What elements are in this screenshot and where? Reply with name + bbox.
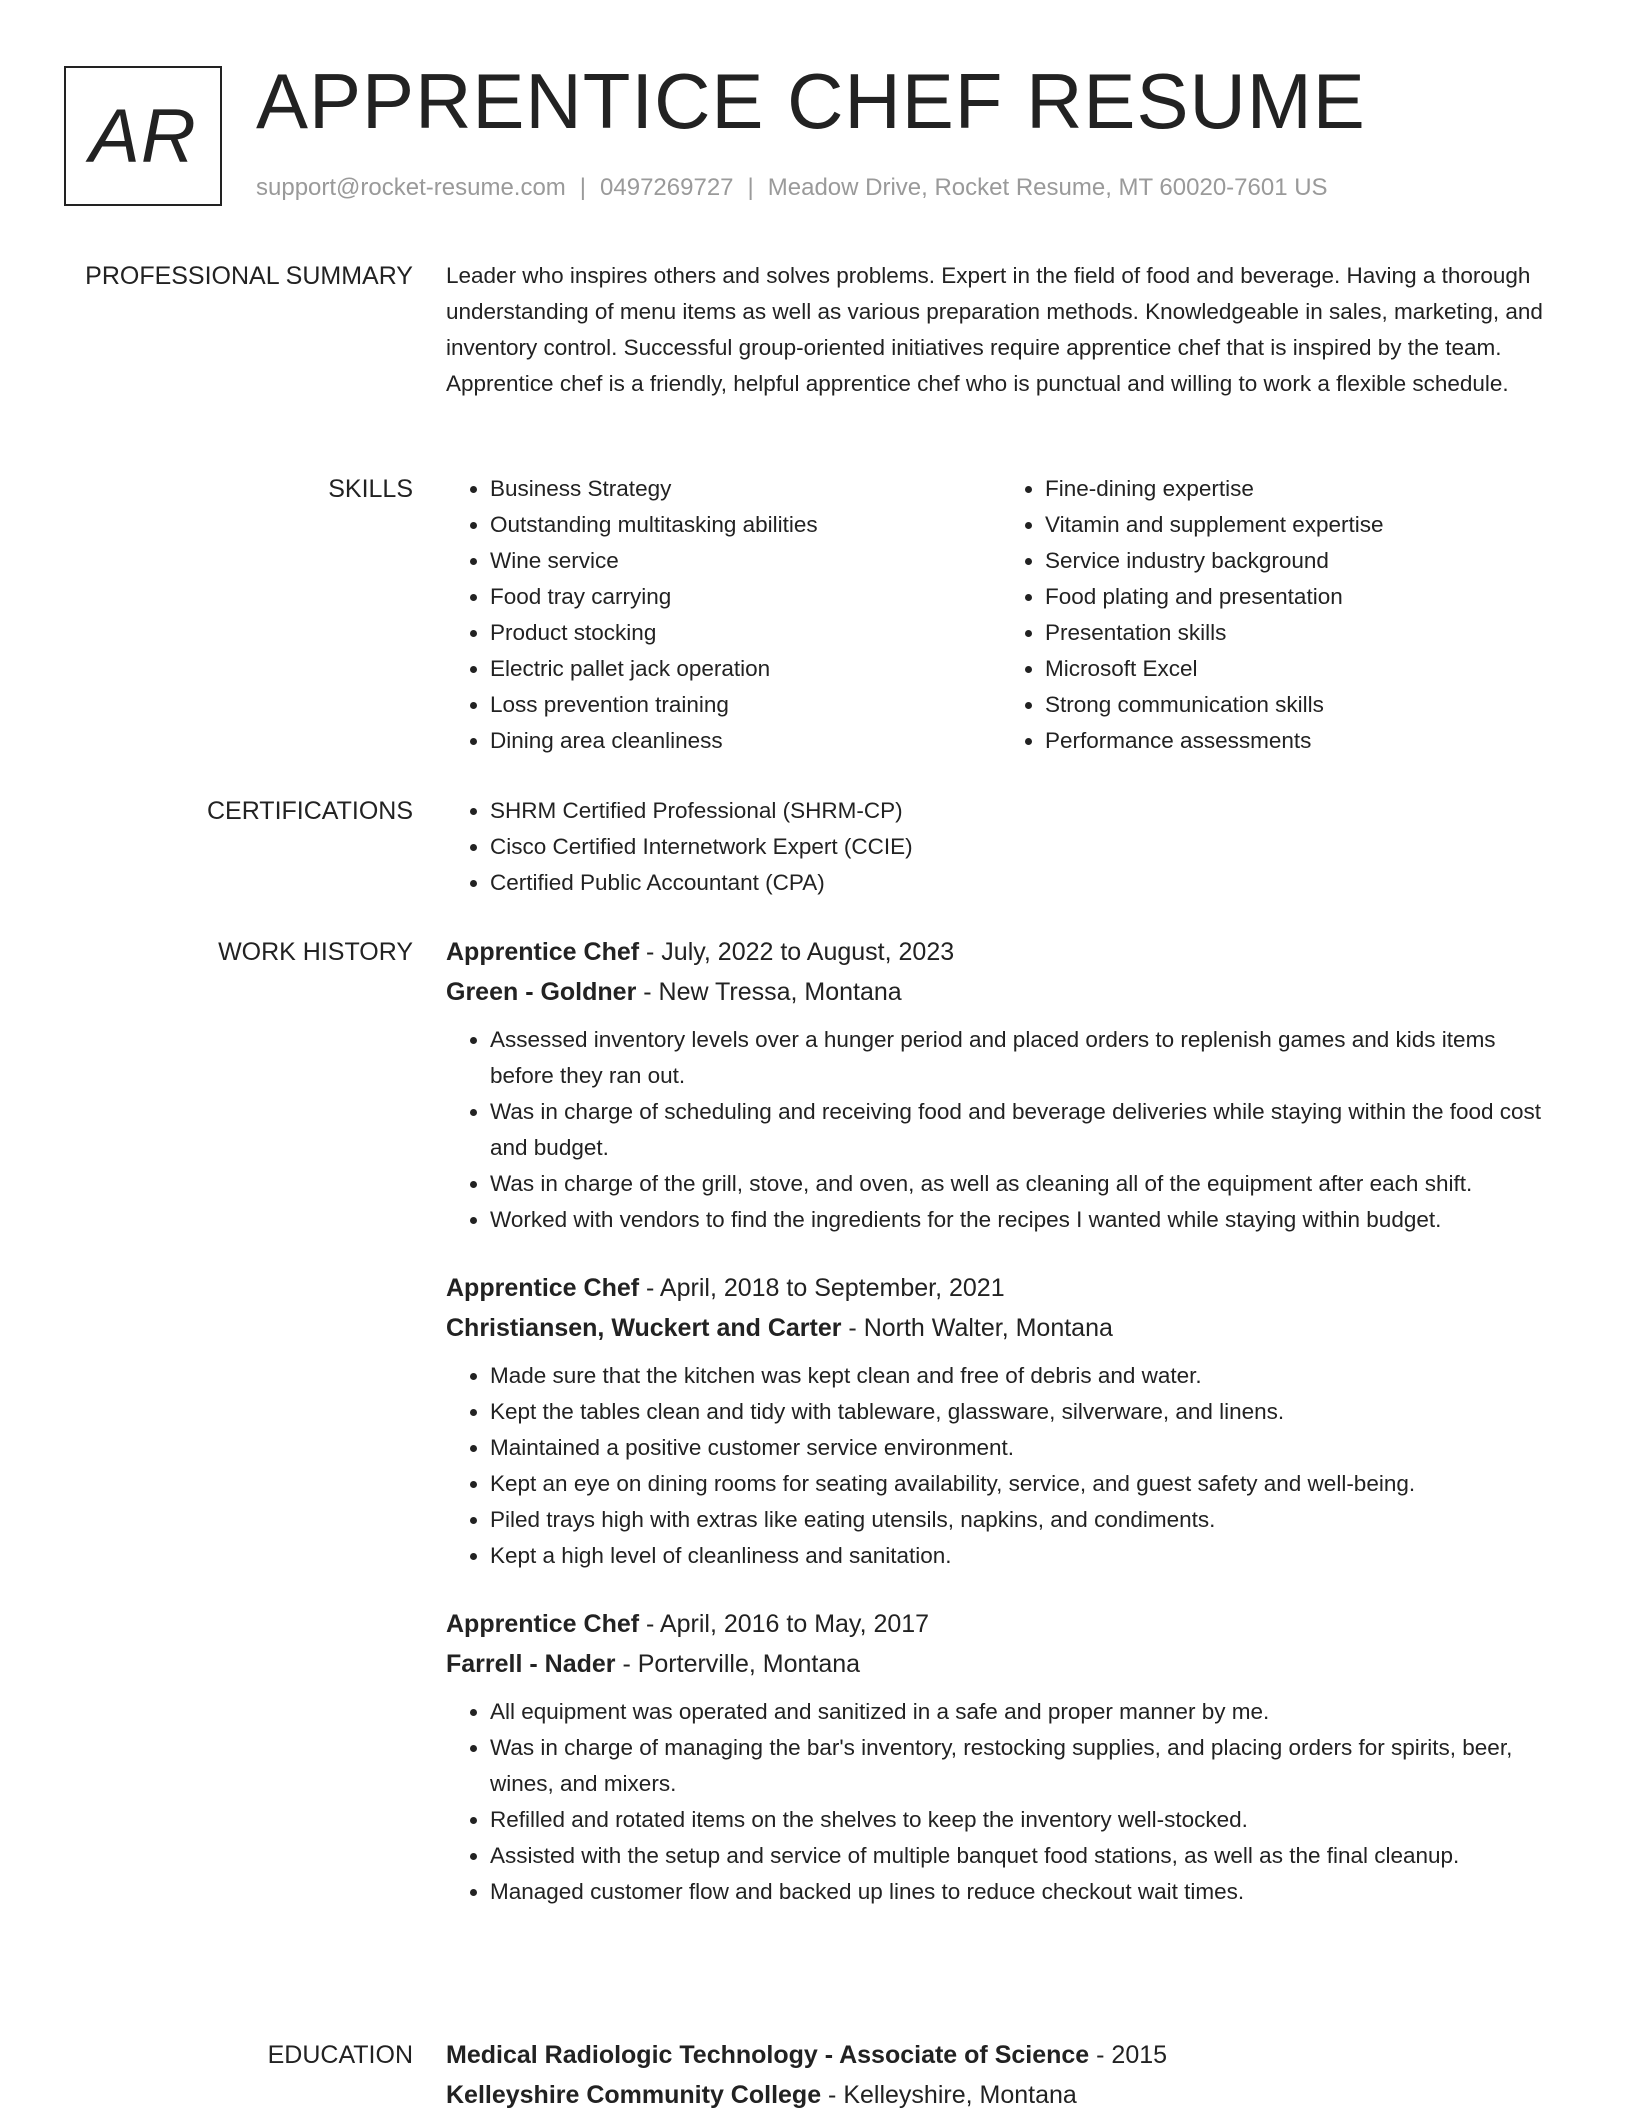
job-title-line bbox=[446, 932, 1556, 972]
job-dates: - July, 2022 to August, 2023 bbox=[639, 938, 955, 966]
job-entry bbox=[446, 1268, 1556, 1574]
skill-item: • Presentation skills bbox=[1045, 615, 1556, 651]
education-heading: EDUCATION bbox=[267, 2041, 413, 2069]
skill-item: • Strong communication skills bbox=[1045, 687, 1556, 723]
skill-item: • Performance assessments bbox=[1045, 723, 1556, 759]
job-entry bbox=[446, 1604, 1556, 1910]
job-company: Green - Goldner bbox=[446, 978, 637, 1006]
job-location: - North Walter, Montana bbox=[841, 1314, 1113, 1342]
certification-item: • Cisco Certified Internetwork Expert (CCIE) bbox=[490, 829, 1556, 865]
job-bullet: • Managed customer flow and backed up lines to reduce checkout wait times. bbox=[490, 1874, 1556, 1910]
job-bullet: • Kept an eye on dining rooms for seating availability, service, and guest safety and well-being. bbox=[490, 1466, 1556, 1502]
job-bullet: • Kept the tables clean and tidy with tableware, glassware, silverware, and linens. bbox=[490, 1394, 1556, 1430]
skill-item: • Electric pallet jack operation bbox=[490, 651, 1001, 687]
job-bullet: • Kept a high level of cleanliness and sanitation. bbox=[490, 1538, 1556, 1574]
summary-text: Leader who inspires others and solves problems. Expert in the field of food and beverage. Having a thorough understanding of menu items as well as various preparation methods. Knowledgeable in sales, marketing, and inventory control. Successful group-oriented initiatives require apprentice chef that is inspired by the team. Apprentice chef is a friendly, helpful apprentice chef who is punctual and willing to work a flexible schedule. bbox=[446, 263, 1543, 396]
job-bullets bbox=[446, 1022, 1556, 1238]
education-degree-line bbox=[446, 2035, 1556, 2075]
job-dates: - April, 2018 to September, 2021 bbox=[639, 1274, 1005, 1302]
job-title: Apprentice Chef bbox=[446, 938, 640, 966]
skill-item: • Fine-dining expertise bbox=[1045, 471, 1556, 507]
job-title-line bbox=[446, 1604, 1556, 1644]
education-location: - Kelleyshire, Montana bbox=[821, 2081, 1077, 2109]
skill-item: • Outstanding multitasking abilities bbox=[490, 507, 1001, 543]
skill-item: • Product stocking bbox=[490, 615, 1001, 651]
contact-phone[interactable]: 0497269727 bbox=[600, 174, 734, 201]
job-dates: - April, 2016 to May, 2017 bbox=[639, 1610, 930, 1638]
job-company-line bbox=[446, 972, 1556, 1012]
job-bullet: • Was in charge of managing the bar's inventory, restocking supplies, and placing orders for spirits, beer, wines, and mixers. bbox=[490, 1730, 1556, 1802]
job-title: Apprentice Chef bbox=[446, 1274, 640, 1302]
certification-item: • SHRM Certified Professional (SHRM-CP) bbox=[490, 793, 1556, 829]
job-location: - New Tressa, Montana bbox=[636, 978, 902, 1006]
monogram-initials: AR bbox=[89, 93, 197, 179]
job-bullet: • All equipment was operated and sanitized in a safe and proper manner by me. bbox=[490, 1694, 1556, 1730]
job-bullet: • Assessed inventory levels over a hunger period and placed orders to replenish games and kids items before they ran out. bbox=[490, 1022, 1556, 1094]
job-bullet: • Worked with vendors to find the ingredients for the recipes I wanted while staying within budget. bbox=[490, 1202, 1556, 1238]
skill-item: • Loss prevention training bbox=[490, 687, 1001, 723]
certifications-heading: CERTIFICATIONS bbox=[206, 797, 413, 825]
skill-item: • Microsoft Excel bbox=[1045, 651, 1556, 687]
education-school-line bbox=[446, 2075, 1556, 2115]
skill-item: • Dining area cleanliness bbox=[490, 723, 1001, 759]
education-degree: Medical Radiologic Technology - Associate of Science bbox=[446, 2041, 1090, 2069]
resume-title: APPRENTICE CHEF RESUME bbox=[256, 57, 1366, 145]
certification-item: • Certified Public Accountant (CPA) bbox=[490, 865, 1556, 901]
job-bullet: • Made sure that the kitchen was kept clean and free of debris and water. bbox=[490, 1358, 1556, 1394]
education-school: Kelleyshire Community College bbox=[446, 2081, 822, 2109]
contact-address: Meadow Drive, Rocket Resume, MT 60020-7601 US bbox=[767, 174, 1328, 201]
certifications-body bbox=[446, 793, 1556, 901]
job-bullet: • Refilled and rotated items on the shelves to keep the inventory well-stocked. bbox=[490, 1802, 1556, 1838]
monogram-box bbox=[64, 66, 222, 206]
education-year: - 2015 bbox=[1089, 2041, 1168, 2069]
job-bullets bbox=[446, 1358, 1556, 1574]
summary-heading: PROFESSIONAL SUMMARY bbox=[85, 262, 413, 290]
job-entry bbox=[446, 932, 1556, 1238]
job-company: Christiansen, Wuckert and Carter bbox=[446, 1314, 842, 1342]
work-history-heading: WORK HISTORY bbox=[218, 938, 413, 966]
skill-item: • Business Strategy bbox=[490, 471, 1001, 507]
education-body bbox=[446, 2035, 1556, 2115]
job-company-line bbox=[446, 1308, 1556, 1348]
skill-item: • Service industry background bbox=[1045, 543, 1556, 579]
contact-separator: | bbox=[579, 174, 587, 201]
contact-separator: | bbox=[747, 174, 754, 201]
skills-list-left bbox=[446, 471, 1001, 759]
job-bullet: • Maintained a positive customer service environment. bbox=[490, 1430, 1556, 1466]
skills-columns bbox=[446, 471, 1556, 759]
skills-list-right bbox=[1001, 471, 1556, 759]
skill-item: • Wine service bbox=[490, 543, 1001, 579]
job-bullet: • Was in charge of scheduling and receiving food and beverage deliveries while staying within the food cost and budget. bbox=[490, 1094, 1556, 1166]
skills-heading: SKILLS bbox=[328, 475, 413, 503]
job-bullets bbox=[446, 1694, 1556, 1910]
contact-email[interactable]: support@rocket-resume.com bbox=[256, 174, 566, 201]
job-title-line bbox=[446, 1268, 1556, 1308]
job-location: - Porterville, Montana bbox=[615, 1650, 861, 1678]
job-bullet: • Piled trays high with extras like eating utensils, napkins, and condiments. bbox=[490, 1502, 1556, 1538]
job-company: Farrell - Nader bbox=[446, 1650, 616, 1678]
contact-line bbox=[256, 174, 1328, 202]
job-bullet: • Was in charge of the grill, stove, and oven, as well as cleaning all of the equipment after each shift. bbox=[490, 1166, 1556, 1202]
skill-item: • Food tray carrying bbox=[490, 579, 1001, 615]
job-title: Apprentice Chef bbox=[446, 1610, 640, 1638]
job-company-line bbox=[446, 1644, 1556, 1684]
work-history-body bbox=[446, 932, 1556, 1910]
job-bullet: • Assisted with the setup and service of multiple banquet food stations, as well as the final cleanup. bbox=[490, 1838, 1556, 1874]
skill-item: • Food plating and presentation bbox=[1045, 579, 1556, 615]
skill-item: • Vitamin and supplement expertise bbox=[1045, 507, 1556, 543]
certifications-list bbox=[446, 793, 1556, 901]
